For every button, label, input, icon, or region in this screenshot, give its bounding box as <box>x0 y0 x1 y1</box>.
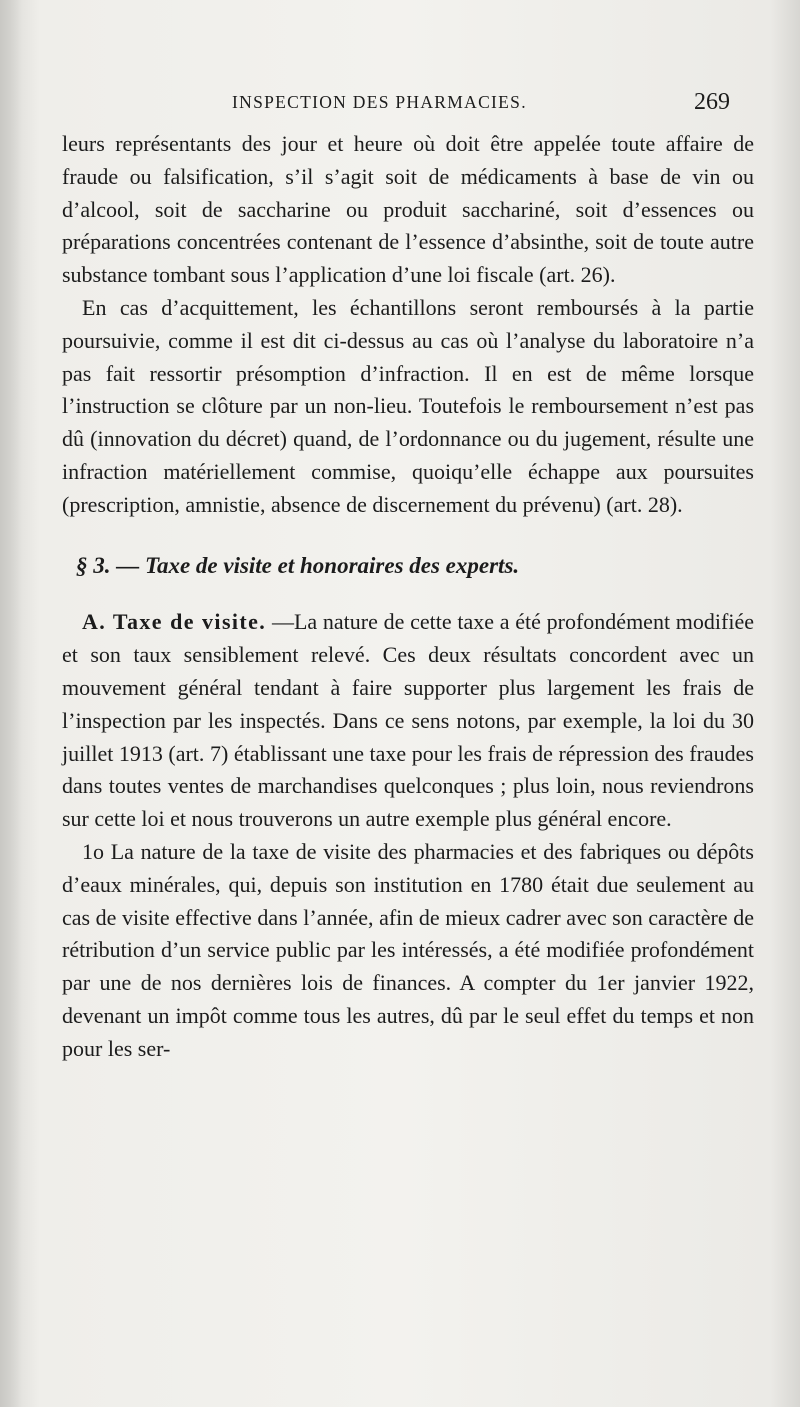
paragraph-3 <box>62 606 754 836</box>
paragraph-3-text: —La nature de cette taxe a été profondément modifiée et son taux sensiblement relevé. Ces deux résultats concordent avec un mouvement général tendant à faire supporter plus largement les frais de l’inspection par les inspectés. Dans ce sens notons, par exemple, la loi du 30 juillet 1913 (art. 7) établissant une taxe pour les frais de répression des fraudes dans toutes ventes de marchandises quelconques ; plus loin, nous reviendrons sur cette loi et nous trouverons un autre exemple plus général encore. <box>62 609 754 832</box>
section-title: § 3. — Taxe de visite et honoraires des experts. <box>76 552 520 578</box>
page-header <box>0 88 800 118</box>
paragraph-3-lead: A. Taxe de visite. <box>82 609 267 635</box>
page-number: 269 <box>694 89 730 115</box>
page-gutter-shadow <box>0 0 22 1407</box>
page-body <box>62 128 754 1066</box>
running-head: INSPECTION DES PHARMACIES. <box>232 92 527 112</box>
paragraph-4: 1o La nature de la taxe de visite des pharmacies et des fabriques ou dépôts d’eaux minérales, qui, depuis son institution en 1780 était due seulement au cas de visite effective dans l’année, afin de mieux cadrer avec son caractère de rétribution d’un service public par les intéressés, a été modifiée profondément par une de nos dernières lois de finances. A compter du 1er janvier 1922, devenant un impôt comme tous les autres, dû par le seul effet du temps et non pour les ser- <box>62 838 754 1061</box>
paragraph-2: En cas d’acquittement, les échantillons seront remboursés à la partie poursuivie, comme il est dit ci-dessus au cas où l’analyse du laboratoire n’a pas fait ressortir présomption d’infraction. Il en est de même lorsque l’instruction se clôture par un non-lieu. Toutefois le remboursement n’est pas dû (innovation du décret) quand, de l’ordonnance ou du jugement, résulte une infraction matériellement commise, quoiqu’elle échappe aux poursuites (prescription, amnistie, absence de discernement du prévenu) (art. 28). <box>62 294 754 517</box>
paragraph-1: leurs représentants des jour et heure où doit être appelée toute affaire de fraude ou falsification, s’il s’agit soit de médicaments à base de vin ou d’alcool, soit de saccharine ou produit sacchariné, soit d’essences ou préparations concentrées contenant de l’essence d’absinthe, soit de toute autre substance tombant sous l’application d’une loi fiscale (art. 26). <box>62 131 754 288</box>
